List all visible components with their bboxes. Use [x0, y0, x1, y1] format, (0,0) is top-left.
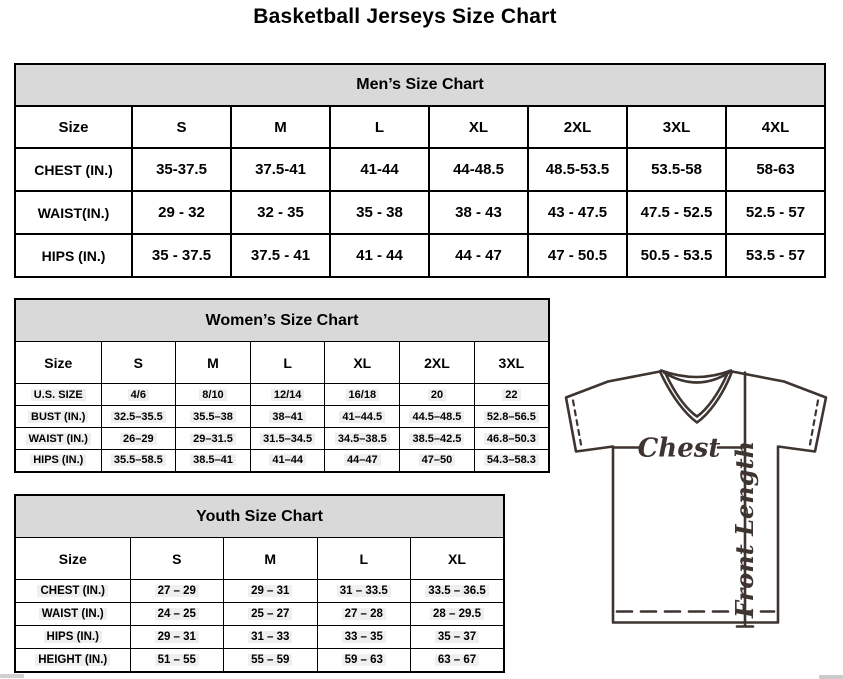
size-value: 32.5–35.5: [101, 406, 176, 428]
column-header: M: [176, 342, 251, 384]
chest-label: Chest: [637, 433, 721, 464]
size-value: 59 – 63: [317, 649, 411, 672]
column-header: XL: [325, 342, 400, 384]
column-header: M: [224, 538, 318, 580]
size-value: 52.5 - 57: [726, 191, 825, 234]
size-value: 55 – 59: [224, 649, 318, 672]
column-header: S: [132, 106, 231, 148]
column-header: L: [250, 342, 325, 384]
size-value: 53.5 - 57: [726, 234, 825, 277]
size-value: 31.5–34.5: [250, 428, 325, 450]
corner-header-size: Size: [15, 342, 101, 384]
youth-column-header-row: [15, 538, 504, 580]
size-value: 41-44: [330, 148, 429, 191]
page-title: Basketball Jerseys Size Chart: [253, 5, 557, 28]
jersey-diagram: [560, 358, 842, 636]
size-value: 38.5–41: [176, 450, 251, 472]
size-value: 35 - 37.5: [132, 234, 231, 277]
size-value: 35 - 38: [330, 191, 429, 234]
size-value: 58-63: [726, 148, 825, 191]
scrollbar-fragment-left[interactable]: [0, 674, 24, 678]
size-value: 24 – 25: [130, 603, 224, 626]
size-value: 46.8–50.3: [474, 428, 549, 450]
youth-size-chart-table: [14, 494, 505, 673]
corner-header-size: Size: [15, 106, 132, 148]
column-header: S: [130, 538, 224, 580]
size-value: 38 - 43: [429, 191, 528, 234]
size-value: 27 – 28: [317, 603, 411, 626]
size-value: 27 – 29: [130, 580, 224, 603]
size-value: 53.5-58: [627, 148, 726, 191]
youth-chart-title: Youth Size Chart: [15, 495, 504, 538]
size-value: 47 - 50.5: [528, 234, 627, 277]
mens-column-header-row: [15, 106, 825, 148]
size-value: 33 – 35: [317, 626, 411, 649]
row-label: HIPS (IN.): [15, 626, 130, 649]
column-header: M: [231, 106, 330, 148]
jersey-outline: [566, 372, 826, 623]
size-value: 29 – 31: [130, 626, 224, 649]
size-value: 37.5 - 41: [231, 234, 330, 277]
size-value: 51 – 55: [130, 649, 224, 672]
size-value: 12/14: [250, 384, 325, 406]
row-label: WAIST(IN.): [15, 191, 132, 234]
size-value: 31 – 33.5: [317, 580, 411, 603]
table-row: [15, 603, 504, 626]
size-value: 44 - 47: [429, 234, 528, 277]
column-header: 2XL: [400, 342, 475, 384]
column-header: S: [101, 342, 176, 384]
scrollbar-fragment-right[interactable]: [819, 675, 843, 679]
size-value: 22: [474, 384, 549, 406]
womens-table-body: [15, 384, 549, 472]
size-value: 29 – 31: [224, 580, 318, 603]
size-value: 35.5–58.5: [101, 450, 176, 472]
row-label: WAIST (IN.): [15, 603, 130, 626]
table-row: [15, 450, 549, 472]
womens-size-chart-table: [14, 298, 550, 473]
row-label: HEIGHT (IN.): [15, 649, 130, 672]
size-value: 31 – 33: [224, 626, 318, 649]
size-value: 29–31.5: [176, 428, 251, 450]
mens-chart-title: Men’s Size Chart: [15, 64, 825, 106]
table-row: [15, 148, 825, 191]
column-header: L: [330, 106, 429, 148]
front-length-label: Front Length: [730, 440, 759, 619]
size-value: 41 - 44: [330, 234, 429, 277]
row-label: CHEST (IN.): [15, 580, 130, 603]
table-row: [15, 384, 549, 406]
table-row: [15, 406, 549, 428]
size-value: 50.5 - 53.5: [627, 234, 726, 277]
column-header: 2XL: [528, 106, 627, 148]
column-header: 3XL: [474, 342, 549, 384]
size-value: 41–44: [250, 450, 325, 472]
corner-header-size: Size: [15, 538, 130, 580]
youth-table-body: [15, 580, 504, 672]
size-value: 38.5–42.5: [400, 428, 475, 450]
size-value: 20: [400, 384, 475, 406]
column-header: 4XL: [726, 106, 825, 148]
size-value: 26–29: [101, 428, 176, 450]
table-row: [15, 234, 825, 277]
column-header: XL: [411, 538, 505, 580]
table-row: [15, 580, 504, 603]
jersey-line-art: [566, 371, 826, 627]
size-value: 47.5 - 52.5: [627, 191, 726, 234]
size-value: 54.3–58.3: [474, 450, 549, 472]
row-label: CHEST (IN.): [15, 148, 132, 191]
table-row: [15, 649, 504, 672]
size-value: 35 – 37: [411, 626, 505, 649]
mens-table-body: [15, 148, 825, 277]
size-value: 43 - 47.5: [528, 191, 627, 234]
row-label: BUST (IN.): [15, 406, 101, 428]
row-label: HIPS (IN.): [15, 450, 101, 472]
size-value: 32 - 35: [231, 191, 330, 234]
jersey-vneck-inner: [666, 375, 727, 417]
size-value: 34.5–38.5: [325, 428, 400, 450]
size-value: 4/6: [101, 384, 176, 406]
size-value: 35-37.5: [132, 148, 231, 191]
row-label: U.S. SIZE: [15, 384, 101, 406]
size-value: 28 – 29.5: [411, 603, 505, 626]
womens-column-header-row: [15, 342, 549, 384]
size-value: 41–44.5: [325, 406, 400, 428]
size-value: 38–41: [250, 406, 325, 428]
size-value: 47–50: [400, 450, 475, 472]
column-header: 3XL: [627, 106, 726, 148]
size-value: 8/10: [176, 384, 251, 406]
size-value: 37.5-41: [231, 148, 330, 191]
size-value: 35.5–38: [176, 406, 251, 428]
size-value: 52.8–56.5: [474, 406, 549, 428]
table-row: [15, 191, 825, 234]
size-value: 63 – 67: [411, 649, 505, 672]
mens-chart-title-row: [15, 64, 825, 106]
size-value: 33.5 – 36.5: [411, 580, 505, 603]
table-row: [15, 626, 504, 649]
youth-chart-title-row: [15, 495, 504, 538]
mens-size-chart-table: [14, 63, 826, 278]
row-label: HIPS (IN.): [15, 234, 132, 277]
size-value: 44-48.5: [429, 148, 528, 191]
womens-chart-title: Women’s Size Chart: [15, 299, 549, 342]
size-value: 29 - 32: [132, 191, 231, 234]
size-value: 44.5–48.5: [400, 406, 475, 428]
size-value: 25 – 27: [224, 603, 318, 626]
size-value: 48.5-53.5: [528, 148, 627, 191]
size-value: 16/18: [325, 384, 400, 406]
column-header: XL: [429, 106, 528, 148]
size-value: 44–47: [325, 450, 400, 472]
womens-chart-title-row: [15, 299, 549, 342]
column-header: L: [317, 538, 411, 580]
table-row: [15, 428, 549, 450]
row-label: WAIST (IN.): [15, 428, 101, 450]
